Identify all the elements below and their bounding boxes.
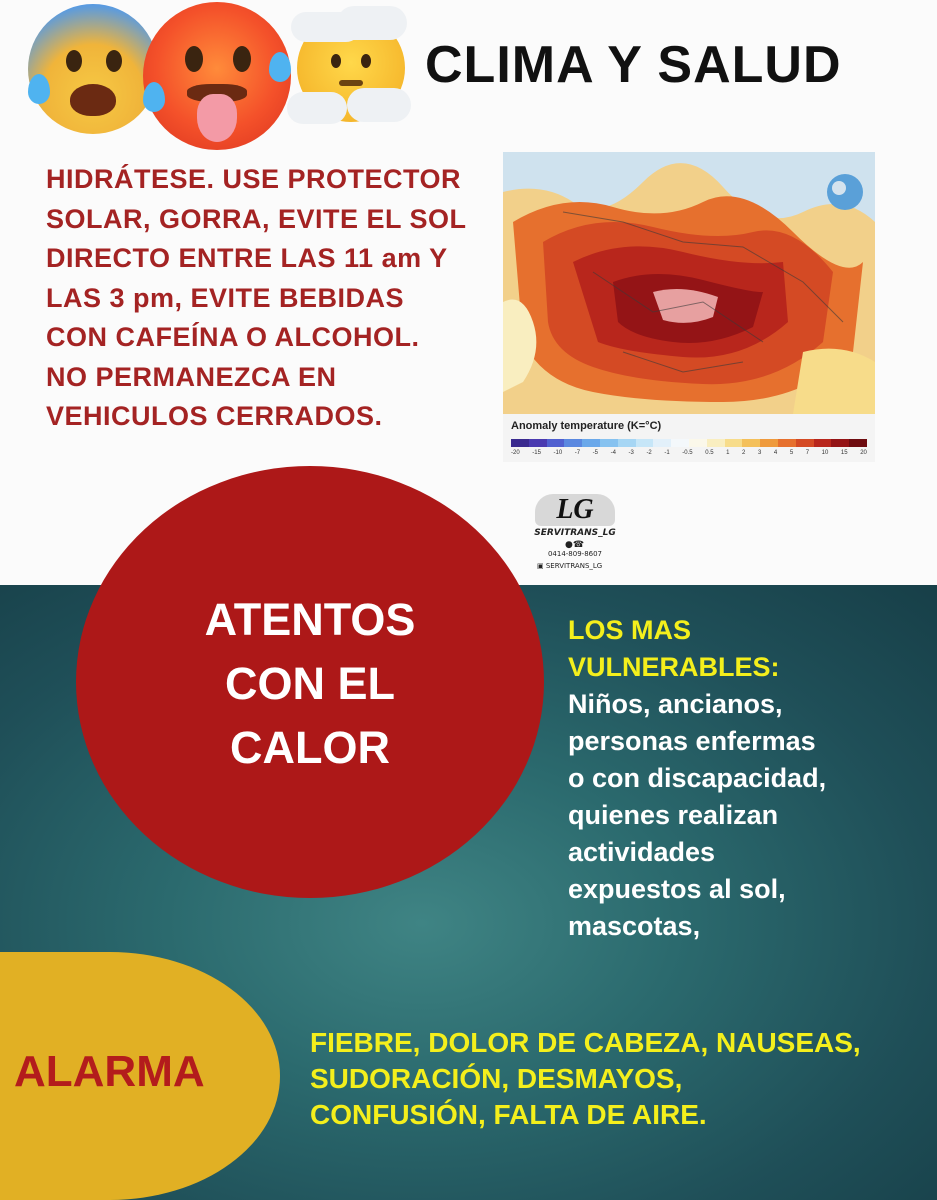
vulnerable-line: o con discapacidad,	[568, 763, 827, 793]
vulnerable-heading: LOS MAS	[568, 615, 692, 645]
legend-tick: -1	[664, 450, 670, 456]
legend-tick: -20	[511, 450, 520, 456]
alarm-symptoms	[310, 1025, 930, 1133]
legend-tick: -5	[592, 450, 599, 456]
legend-swatch	[760, 439, 778, 447]
legend-tick: 0.5	[705, 450, 714, 456]
vulnerable-line: quienes realizan	[568, 800, 779, 830]
temperature-anomaly-map	[503, 152, 875, 414]
legend-ticks	[511, 450, 867, 456]
symptom-line: FIEBRE, DOLOR DE CABEZA, NAUSEAS,	[310, 1027, 861, 1058]
legend-swatch	[600, 439, 618, 447]
legend-tick: -15	[532, 450, 541, 456]
circle-line: CON EL	[224, 658, 395, 709]
advice-line: HIDRÁTESE. USE PROTECTOR	[46, 164, 462, 194]
legend-swatch	[778, 439, 796, 447]
legend-swatch	[707, 439, 725, 447]
vulnerable-line: mascotas,	[568, 911, 701, 941]
legend-swatch	[582, 439, 600, 447]
symptom-line: CONFUSIÓN, FALTA DE AIRE.	[310, 1099, 707, 1130]
logo-mark: LG	[535, 494, 615, 526]
advice-line: CON CAFEÍNA O ALCOHOL.	[46, 322, 420, 352]
advice-line: VEHICULOS CERRADOS.	[46, 401, 383, 431]
advice-line: LAS 3 pm, EVITE BEBIDAS	[46, 282, 405, 313]
vulnerable-line: Niños, ancianos,	[568, 689, 783, 719]
legend-tick: 3	[757, 450, 762, 456]
alarm-label: ALARMA	[14, 1047, 205, 1096]
legend-swatch	[814, 439, 832, 447]
legend-swatch	[653, 439, 671, 447]
legend-tick: -3	[628, 450, 634, 456]
symptom-line: SUDORACIÓN, DESMAYOS,	[310, 1063, 683, 1094]
legend-swatch	[636, 439, 654, 447]
legend-tick: 2	[742, 450, 746, 456]
advice-line: NO PERMANEZCA EN	[46, 361, 337, 392]
legend-tick: 7	[805, 450, 810, 456]
legend-tick: -2	[646, 450, 652, 456]
legend-swatch	[547, 439, 565, 447]
legend-tick: 10	[821, 450, 829, 456]
legend-swatch	[742, 439, 760, 447]
instagram-icon: ▣	[537, 562, 544, 570]
contact-icons: ●☎	[565, 540, 585, 550]
legend-tick: -10	[553, 450, 563, 456]
legend-tick: 4	[773, 450, 778, 456]
legend-swatch	[796, 439, 814, 447]
face-in-clouds-icon	[297, 14, 405, 122]
legend-swatch	[689, 439, 707, 447]
instagram-text: SERVITRANS_LG	[545, 562, 603, 570]
legend-swatch	[725, 439, 743, 447]
legend-title: Anomaly temperature (K=°C)	[511, 420, 662, 432]
legend-tick: -0.5	[682, 450, 693, 456]
logo-phone: 0414-809-8607	[547, 550, 603, 558]
advice-line: SOLAR, GORRA, EVITE EL SOL	[46, 203, 467, 234]
legend-tick: -4	[610, 450, 616, 456]
vulnerable-heading: VULNERABLES:	[568, 652, 780, 682]
legend-tick: 1	[726, 450, 730, 456]
legend-swatch	[564, 439, 582, 447]
circle-line: ATENTOS	[204, 594, 416, 645]
instagram-handle	[537, 562, 627, 570]
legend-tick: -7	[574, 450, 581, 456]
legend-swatch	[511, 439, 529, 447]
legend-swatch	[671, 439, 689, 447]
vulnerable-line: actividades	[568, 837, 716, 867]
advice-text	[46, 160, 486, 437]
vulnerable-line: personas enfermas	[568, 726, 816, 756]
legend-tick: 20	[860, 450, 867, 456]
legend-color-bar	[511, 439, 867, 447]
advice-line: DIRECTO ENTRE LAS 11 am Y	[46, 243, 448, 273]
hot-face-icon	[143, 2, 291, 150]
legend-swatch	[849, 439, 867, 447]
page-title: CLIMA Y SALUD	[425, 36, 842, 94]
legend-swatch	[618, 439, 636, 447]
logo-name: SERVITRANS_LG	[534, 528, 616, 538]
legend-tick: 15	[840, 450, 848, 456]
heat-warning-text	[76, 588, 544, 780]
vulnerable-line: expuestos al sol,	[568, 874, 786, 904]
legend-tick: 5	[789, 450, 794, 456]
servitrans-logo	[525, 490, 625, 580]
circle-line: CALOR	[230, 722, 390, 773]
anxious-sweat-face-icon	[28, 4, 158, 134]
map-legend	[503, 414, 875, 462]
legend-swatch	[831, 439, 849, 447]
vulnerable-groups	[568, 612, 928, 945]
legend-swatch	[529, 439, 547, 447]
